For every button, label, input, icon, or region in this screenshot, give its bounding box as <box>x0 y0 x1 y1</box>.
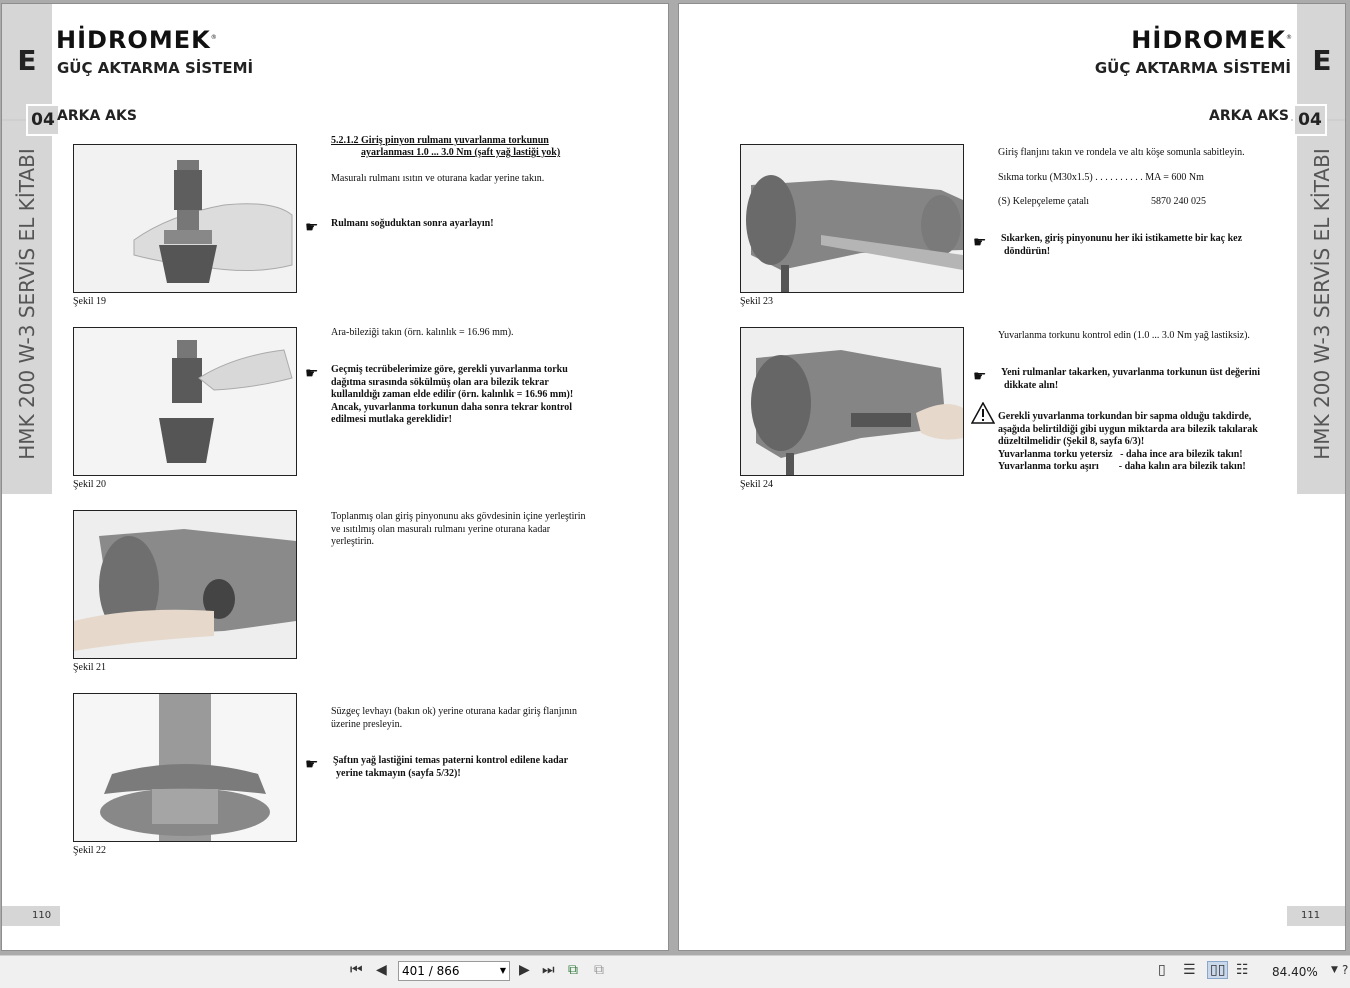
last-page-icon[interactable]: ⏭ <box>542 962 555 978</box>
page-number-field[interactable] <box>398 961 510 981</box>
text-line: üzerine presleyin. <box>331 718 403 730</box>
warning-icon <box>971 402 995 429</box>
figure-21-photo <box>73 510 297 659</box>
next-page-icon[interactable]: ▶ <box>519 962 530 978</box>
figure-19-photo <box>73 144 297 293</box>
pointing-hand-icon: ☛ <box>973 367 987 385</box>
tool-code: 5870 240 025 <box>1151 196 1206 207</box>
section-letter: E <box>17 44 37 77</box>
single-page-icon[interactable]: ▯ <box>1158 962 1166 978</box>
warning-line: Gerekli yuvarlanma torkundan bir sapma olduğu takdirde, <box>998 411 1252 422</box>
side-title: HMK 200 W-3 SERVİS EL KİTABI <box>1310 148 1334 460</box>
hidromek-logo: HİDROMEK® <box>56 26 218 54</box>
zoom-level[interactable]: 84.40% <box>1272 965 1318 979</box>
zoom-dropdown-icon[interactable]: ▼ <box>1331 965 1338 975</box>
section-title: ARKA AKS <box>57 108 137 124</box>
procedure-heading-line1: 5.2.1.2 Giriş pinyon rulmanı yuvarlanma torkunun <box>331 135 549 146</box>
figure-23-caption: Şekil 23 <box>740 296 774 307</box>
step-note <box>1001 233 1242 258</box>
note-line: dağıtma sırasında sökülmüş olan ara bilezik tekrar <box>331 376 549 388</box>
figure-22-caption: Şekil 22 <box>73 845 107 856</box>
rotate-view-icon[interactable]: ⧉ <box>568 962 578 978</box>
tool-label: (S) Kelepçeleme çatalı <box>998 196 1090 207</box>
note-line: döndürün! <box>1004 245 1051 257</box>
torque-spec: Sıkma torku (M30x1.5) . . . . . . . . . . MA = 600 Nm <box>998 172 1204 183</box>
text-line: ve ısıtılmış olan masuralı rulmanı yerine oturana kadar <box>331 523 551 535</box>
prev-page-icon[interactable]: ◀ <box>376 962 387 978</box>
step-text: Masuralı rulmanı ısıtın ve oturana kadar yerine takın. <box>331 173 545 184</box>
step-text: Giriş flanjını takın ve rondela ve altı köşe somunla sabitleyin. <box>998 147 1245 158</box>
note-line: dikkate alın! <box>1004 379 1059 391</box>
page-field-value: 401 / 866 <box>402 964 460 978</box>
figure-20-photo <box>73 327 297 476</box>
pointing-hand-icon: ☛ <box>973 233 987 251</box>
note-line: Şaftın yağ lastiğini temas paterni kontrol edilene kadar <box>333 755 569 766</box>
warning-line: Yuvarlanma torku aşırı - daha kalın ara bilezik takın! <box>998 461 1246 472</box>
warning-line: aşağıda belirtildiği gibi uygun miktarda ara bilezik takılarak <box>998 423 1258 435</box>
section-title: ARKA AKS <box>1209 108 1289 124</box>
text-line: Süzgeç levhayı (bakın ok) yerine oturana kadar giriş flanjının <box>331 706 578 717</box>
figure-19-caption: Şekil 19 <box>73 296 107 307</box>
step-note <box>331 364 573 427</box>
step-text: Yuvarlanma torkunu kontrol edin (1.0 ... 3.0 Nm yağ lastiksiz). <box>998 330 1250 341</box>
step-text <box>331 511 586 549</box>
pointing-hand-icon: ☛ <box>305 364 319 382</box>
figure-20-caption: Şekil 20 <box>73 479 107 490</box>
chevron-down-icon[interactable]: ▼ <box>499 966 506 975</box>
page-number: 110 <box>2 906 60 926</box>
step-text: Ara-bileziği takın (örn. kalınlık = 16.96 mm). <box>331 327 514 338</box>
section-number: 04 <box>1293 104 1327 136</box>
warning-line: düzeltilmelidir (Şekil 8, sayfa 6/3)! <box>998 436 1145 447</box>
section-number: 04 <box>26 104 60 136</box>
logo-text: HİDROMEK <box>56 26 211 54</box>
note-line: Yeni rulmanlar takarken, yuvarlanma torkunun üst değerini <box>1001 367 1261 378</box>
note-line: Sıkarken, giriş pinyonunu her iki istikamette bir kaç kez <box>1001 233 1243 244</box>
viewer-toolbar <box>0 955 1350 988</box>
text-line: Toplanmış olan giriş pinyonunu aks gövdesinin içine yerleştirin <box>331 511 586 522</box>
page-number: 111 <box>1287 906 1345 926</box>
continuous-icon[interactable]: ☰ <box>1183 962 1196 978</box>
help-icon[interactable]: ? <box>1342 963 1349 977</box>
step-text <box>331 706 577 731</box>
two-page-continuous-icon[interactable]: ☷ <box>1236 962 1249 978</box>
warning-text <box>998 411 1258 474</box>
note-line: Ancak, yuvarlanma torkunun daha sonra tekrar kontrol <box>331 401 573 413</box>
note-line: yerine takmayın (sayfa 5/32)! <box>336 767 461 779</box>
note-line: edilmesi mutlaka gereklidir! <box>331 414 452 425</box>
first-page-icon[interactable]: ⏮ <box>350 962 363 978</box>
procedure-heading-line2: ayarlanması 1.0 ... 3.0 Nm (şaft yağ lastiği yok) <box>361 147 561 158</box>
note-line: Geçmiş tecrübelerimize göre, gerekli yuvarlanma torku <box>331 364 568 375</box>
two-page-icon[interactable]: ▯▯ <box>1207 961 1228 979</box>
right-page <box>678 3 1346 951</box>
text-line: yerleştirin. <box>331 536 375 547</box>
warning-line: Yuvarlanma torku yetersiz - daha ince ara bilezik takın! <box>998 448 1243 460</box>
pointing-hand-icon: ☛ <box>305 218 319 236</box>
page-subtitle: GÜÇ AKTARMA SİSTEMİ <box>1094 59 1291 77</box>
left-page <box>1 3 669 951</box>
logo-text: HİDROMEK <box>1131 26 1286 54</box>
step-note: Rulmanı soğuduktan sonra ayarlayın! <box>331 218 494 229</box>
note-line: kullanıldığı zaman elde edilir (örn. kalınlık = 16.96 mm)! <box>331 389 574 400</box>
section-letter: E <box>1312 44 1332 77</box>
view-history-icon[interactable]: ⧉ <box>594 962 604 978</box>
pointing-hand-icon: ☛ <box>305 755 319 773</box>
side-title: HMK 200 W-3 SERVİS EL KİTABI <box>15 148 39 460</box>
figure-21-caption: Şekil 21 <box>73 662 107 673</box>
page-subtitle: GÜÇ AKTARMA SİSTEMİ <box>57 59 254 77</box>
figure-23-photo <box>740 144 964 293</box>
hidromek-logo: HİDROMEK® <box>1131 26 1293 54</box>
step-note <box>333 755 568 780</box>
step-note <box>1001 367 1260 392</box>
figure-24-photo <box>740 327 964 476</box>
figure-24-caption: Şekil 24 <box>740 479 774 490</box>
figure-22-photo <box>73 693 297 842</box>
